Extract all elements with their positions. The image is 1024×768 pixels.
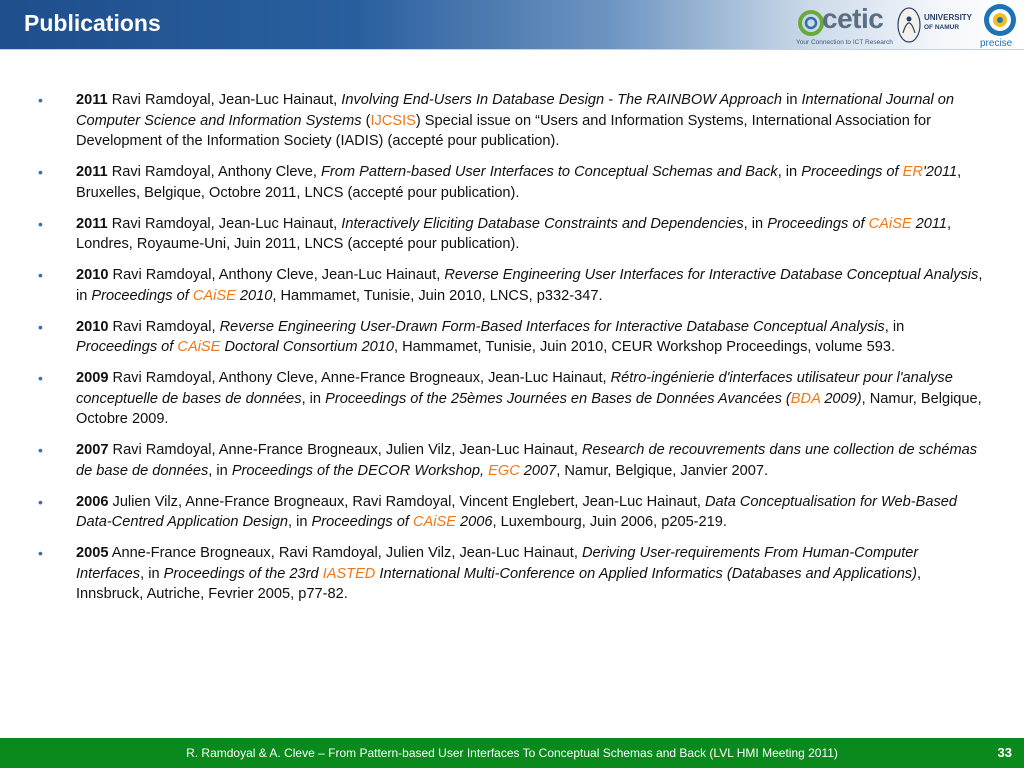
- connector-text: , in: [743, 215, 768, 232]
- publication-venue: Proceedings of the 25èmes Journées en Bases de Données Avancées (: [325, 390, 791, 407]
- slide-title: Publications: [24, 10, 161, 36]
- cetic-wordmark: cetic: [822, 3, 884, 34]
- publication-details: , Hammamet, Tunisie, Juin 2010, CEUR Workshop Proceedings, volume 593.: [394, 339, 896, 355]
- publication-authors: Anne-France Brogneaux, Ravi Ramdoyal, Julien Vilz, Jean-Luc Hainaut,: [108, 545, 582, 561]
- publication-title: Data Conceptualisation for Web-Based Data-Centred Application Design: [76, 493, 958, 530]
- logo-bar: [792, 0, 1024, 50]
- publication-venue-year: 2006: [455, 514, 493, 530]
- publication-venue: Proceedings of: [767, 215, 869, 232]
- cetic-tagline: Your Connection to ICT Research: [796, 39, 893, 46]
- publication-item: [36, 440, 986, 481]
- connector-text: in: [782, 92, 802, 108]
- university-of-namur-logo: [896, 3, 974, 47]
- publication-authors: Julien Vilz, Anne-France Brogneaux, Ravi Ramdoyal, Vincent Englebert, Jean-Luc Hainaut,: [108, 493, 705, 510]
- venue-acronym: CAiSE: [192, 287, 236, 304]
- publication-year: 2006: [76, 493, 109, 510]
- slide-footer: [0, 738, 1024, 768]
- publication-venue: Proceedings of: [76, 339, 178, 355]
- venue-acronym: CAiSE: [177, 339, 221, 355]
- publication-venue: Proceedings of: [91, 287, 193, 304]
- publication-title: Research de recouvrements dans une collection de schémas de base de données: [76, 442, 978, 479]
- publication-item: [36, 492, 986, 533]
- publication-venue-year: 2009): [820, 390, 862, 407]
- publication-title: Rétro-ingénierie d'interfaces utilisateur pour l'analyse conceptuelle de bases de données: [76, 370, 953, 407]
- venue-acronym: IASTED: [322, 565, 376, 582]
- publication-venue-year: 2011: [911, 215, 948, 232]
- publication-details: , Londres, Royaume-Uni, Juin 2011, LNCS (accepté pour publication).: [76, 215, 952, 252]
- publication-venue-year: Doctoral Consortium 2010: [220, 339, 394, 355]
- precise-wordmark: precise: [980, 38, 1013, 49]
- publication-details: , Namur, Belgique, Janvier 2007.: [556, 462, 769, 479]
- publication-authors: Ravi Ramdoyal, Anthony Cleve, Anne-France Brogneaux, Jean-Luc Hainaut,: [108, 370, 611, 386]
- publication-year: 2010: [76, 318, 109, 335]
- publication-year: 2009: [76, 370, 109, 386]
- publication-venue: International Journal on Computer Science and Information Systems: [76, 92, 955, 129]
- publication-venue: Proceedings of: [801, 164, 903, 180]
- publication-title: Reverse Engineering User Interfaces for Interactive Database Conceptual Analysis: [444, 267, 979, 283]
- precise-target-icon: [980, 2, 1020, 38]
- publication-authors: Ravi Ramdoyal,: [108, 318, 220, 335]
- publication-authors: Ravi Ramdoyal, Anthony Cleve,: [107, 164, 322, 180]
- cetic-logo: [796, 3, 892, 47]
- publication-venue: Proceedings of the 23rd: [163, 565, 323, 582]
- publication-venue-year: '2011: [922, 164, 958, 180]
- precise-logo: [978, 2, 1022, 48]
- publication-venue-year: 2010: [235, 287, 273, 304]
- publication-item: [36, 90, 986, 152]
- publication-details: , Hammamet, Tunisie, Juin 2010, LNCS, p332-347.: [272, 287, 603, 304]
- page-number: 33: [997, 745, 1012, 760]
- connector-text: (: [361, 112, 371, 129]
- publication-details: , Luxembourg, Juin 2006, p205-219.: [492, 514, 727, 530]
- connector-text: , in: [140, 565, 164, 582]
- publication-item: [36, 368, 986, 430]
- publication-year: 2007: [76, 442, 109, 458]
- publication-venue: Proceedings of the DECOR Workshop,: [231, 462, 489, 479]
- publication-venue-year: International Multi-Conference on Applied Informatics (Databases and Applications): [375, 565, 917, 582]
- venue-acronym: IJCSIS: [370, 112, 416, 129]
- publication-title: Deriving User-requirements From Human-Computer Interfaces: [76, 545, 919, 582]
- publication-year: 2011: [76, 92, 108, 108]
- publication-authors: Ravi Ramdoyal, Jean-Luc Hainaut,: [107, 92, 342, 108]
- publication-authors: Ravi Ramdoyal, Anne-France Brogneaux, Julien Vilz, Jean-Luc Hainaut,: [108, 442, 582, 458]
- publication-authors: Ravi Ramdoyal, Anthony Cleve, Jean-Luc Hainaut,: [108, 267, 445, 283]
- publication-item: [36, 265, 986, 306]
- publication-title: From Pattern-based User Interfaces to Conceptual Schemas and Back: [321, 164, 778, 180]
- namur-line-1: UNIVERSITY: [924, 13, 973, 22]
- venue-acronym: EGC: [488, 462, 520, 479]
- publication-venue: Proceedings of: [311, 514, 413, 530]
- publication-item: [36, 162, 986, 203]
- publication-title: Reverse Engineering User-Drawn Form-Based Interfaces for Interactive Database Conceptual Analysis: [219, 318, 885, 335]
- publication-item: [36, 543, 986, 605]
- namur-line-2: OF NAMUR: [924, 24, 960, 31]
- namur-seal-icon: [896, 5, 922, 45]
- venue-acronym: CAiSE: [412, 514, 456, 530]
- venue-acronym: BDA: [790, 390, 821, 407]
- connector-text: , in: [288, 514, 312, 530]
- publication-venue-year: 2007: [519, 462, 557, 479]
- publication-year: 2011: [76, 164, 108, 180]
- connector-text: , in: [301, 390, 326, 407]
- publication-year: 2011: [76, 215, 108, 232]
- connector-text: , in: [777, 164, 802, 180]
- publication-authors: Ravi Ramdoyal, Jean-Luc Hainaut,: [107, 215, 342, 232]
- namur-text: [924, 13, 972, 33]
- connector-text: , in: [76, 267, 983, 304]
- publication-year: 2010: [76, 267, 109, 283]
- publication-details: , Bruxelles, Belgique, Octobre 2011, LNCS (accepté pour publication).: [76, 164, 962, 201]
- publication-list: [36, 90, 986, 615]
- venue-acronym: ER: [902, 164, 923, 180]
- publication-item: [36, 214, 986, 255]
- connector-text: , in: [208, 462, 232, 479]
- publication-details: , Namur, Belgique, Octobre 2009.: [76, 390, 982, 427]
- connector-text: , in: [884, 318, 905, 335]
- publication-title: Interactively Eliciting Database Constraints and Dependencies: [341, 215, 744, 232]
- publication-year: 2005: [76, 545, 109, 561]
- slide-header: [0, 0, 1024, 50]
- publication-details: , Innsbruck, Autriche, Fevrier 2005, p77-82.: [76, 565, 922, 602]
- publication-item: [36, 317, 986, 358]
- publication-details: ) Special issue on “Users and Information Systems, International Association for Development of the Information Society (IADIS) (accepté pour publication).: [76, 112, 931, 149]
- publication-title: Involving End-Users In Database Design - The RAINBOW Approach: [341, 92, 783, 108]
- footer-caption: R. Ramdoyal & A. Cleve – From Pattern-based User Interfaces To Conceptual Schemas and Back (LVL HMI Meeting 2011): [186, 746, 838, 760]
- venue-acronym: CAiSE: [868, 215, 912, 232]
